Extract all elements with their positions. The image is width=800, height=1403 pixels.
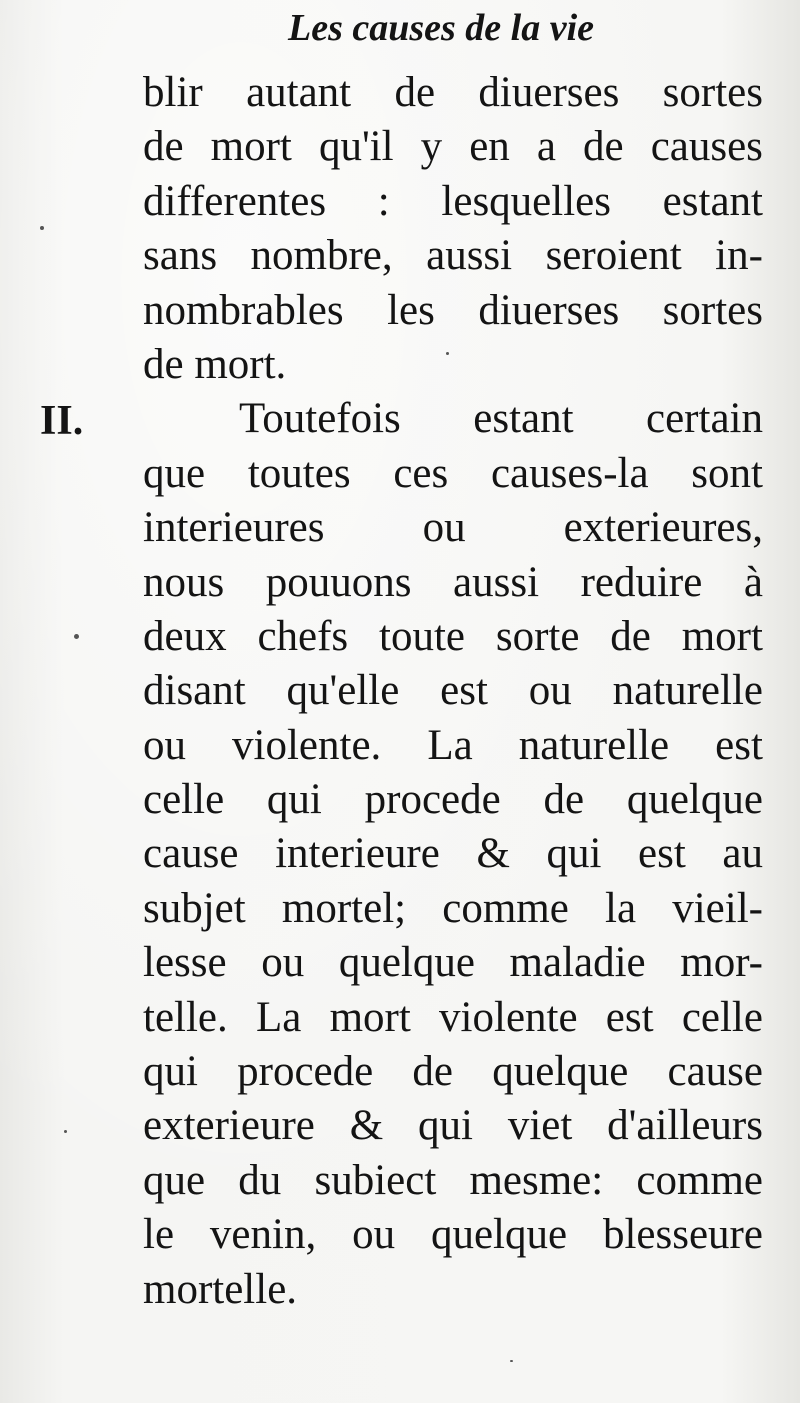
ink-speck bbox=[446, 352, 449, 355]
text-line: ou violente. La naturelle est bbox=[143, 721, 763, 769]
text-line: lesse ou quelque maladie mor- bbox=[143, 939, 763, 987]
text-line: disant qu'elle est ou naturelle bbox=[143, 667, 763, 715]
text-line: celle qui procede de quelque bbox=[143, 776, 763, 824]
text-line: cause interieure & qui est au bbox=[143, 830, 763, 878]
text-line: nous pouuons aussi reduire à bbox=[143, 558, 763, 606]
text-line: qui procede de quelque cause bbox=[143, 1048, 763, 1096]
text-line: de mort. bbox=[143, 340, 287, 388]
text-line: que toutes ces causes-la sont bbox=[143, 449, 763, 497]
ink-speck bbox=[74, 634, 79, 639]
text-line: deux chefs toute sorte de mort bbox=[143, 612, 763, 660]
text-line: interieures ou exterieures, bbox=[143, 504, 763, 552]
text-line: le venin, ou quelque blesseure bbox=[143, 1211, 763, 1259]
text-line: subjet mortel; comme la vieil- bbox=[143, 884, 763, 932]
ink-speck bbox=[40, 226, 44, 230]
text-line: sans nombre, aussi seroient in- bbox=[143, 232, 763, 280]
text-line: mortelle. bbox=[143, 1265, 298, 1313]
text-line: differentes : lesquelles estant bbox=[143, 177, 763, 225]
text-line: blir autant de diuerses sortes bbox=[143, 69, 763, 116]
running-title: Les causes de la vie bbox=[288, 7, 595, 49]
section-number: II. bbox=[40, 398, 84, 444]
paragraph-first-line: Toutefois estant certain bbox=[239, 395, 763, 443]
text-block bbox=[143, 66, 763, 1317]
ink-speck bbox=[64, 1130, 67, 1133]
text-line: nombrables les diuerses sortes bbox=[143, 286, 763, 334]
text-line: de mort qu'il y en a de causes bbox=[143, 123, 763, 171]
ink-speck bbox=[510, 1360, 513, 1362]
text-line: que du subiect mesme: comme bbox=[143, 1156, 763, 1204]
text-line: telle. La mort violente est celle bbox=[143, 993, 763, 1041]
text-line: exterieure & qui viet d'ailleurs bbox=[143, 1102, 763, 1150]
